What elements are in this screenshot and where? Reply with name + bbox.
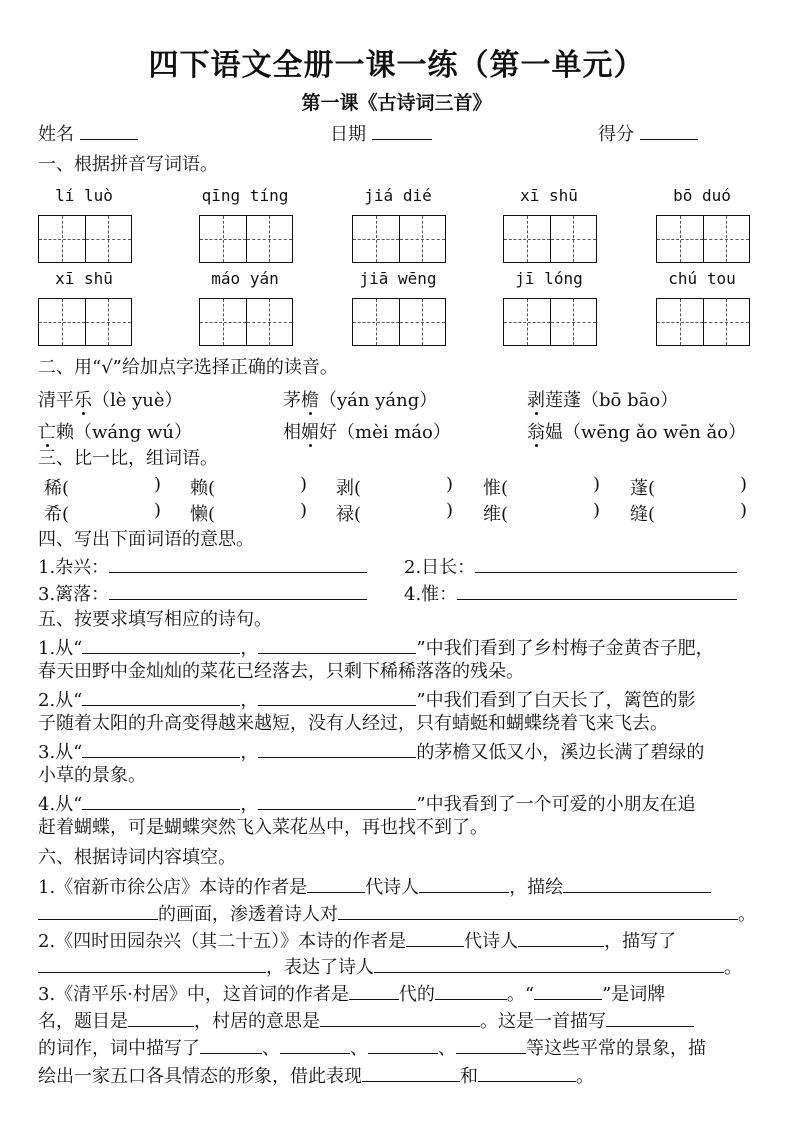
text: ”中我们看到了白天长了，篱笆的影 [416,690,696,711]
grid-cell[interactable] [399,299,446,345]
text: 和 [460,1066,478,1087]
grid-cell[interactable] [85,216,132,262]
answer-blank[interactable] [258,687,416,706]
poem-question-continuation: 春天田野中金灿灿的菜花已经落去，只剩下稀稀落落的残朵。 [38,661,524,682]
meaning-label: 3.篱落： [38,584,110,605]
answer-blank[interactable] [457,581,737,600]
section-3-heading: 三、比一比，组词语。 [38,448,218,469]
grid-cell[interactable] [703,216,750,262]
writing-grid[interactable] [656,298,750,346]
text: ，描写了 [604,931,677,952]
close-paren: ) [154,474,162,495]
answer-blank[interactable] [511,500,589,522]
answer-blank[interactable] [478,1063,576,1082]
pronunciation-item [527,418,746,444]
close-paren: ) [300,500,308,521]
character-label: 希( [44,504,70,525]
writing-grid[interactable] [656,215,750,263]
answer-blank[interactable] [364,474,442,496]
close-paren: ) [740,474,748,495]
answer-blank[interactable] [419,874,509,893]
header-row [38,121,138,147]
answer-blank[interactable] [109,581,367,600]
close-paren: ) [154,500,162,521]
close-paren: ) [593,474,601,495]
text: 。 [738,904,756,925]
s6-q1-line1 [38,874,711,900]
writing-grid[interactable] [503,215,597,263]
meaning-item-4 [404,581,737,607]
character-label: 懒( [190,504,216,525]
answer-blank[interactable] [258,791,416,810]
answer-blank[interactable] [534,981,602,1000]
close-paren: ) [446,474,454,495]
page-title: 四下语文全册一课一练（第一单元） [148,48,645,83]
answer-blank[interactable] [518,928,604,947]
character-label: 赖( [190,478,216,499]
answer-blank[interactable] [658,500,736,522]
answer-blank[interactable] [320,1008,480,1027]
dotted-character: 剥 [527,390,545,411]
text: ”是词牌 [602,984,666,1005]
close-paren: ) [593,500,601,521]
text: 、 [262,1038,280,1059]
pinyin-label: xī shū [520,186,578,205]
answer-blank[interactable] [280,1035,350,1054]
grid-cell[interactable] [39,216,85,262]
grid-cell[interactable] [39,299,85,345]
dotted-character: 乐 [74,390,92,411]
character-label: 惟( [483,478,509,499]
grid-cell[interactable] [504,216,550,262]
score-blank[interactable] [640,121,698,140]
answer-blank[interactable] [82,791,240,810]
word-text: 茅 [283,390,301,411]
answer-blank[interactable] [82,739,240,758]
date-field [330,121,432,147]
grid-cell[interactable] [85,299,132,345]
pronunciation-item [38,418,192,444]
pinyin-label: xī shū [55,269,113,288]
answer-blank[interactable] [307,874,365,893]
grid-cell[interactable] [353,299,399,345]
pinyin-label: lí luò [55,186,113,205]
answer-blank[interactable] [406,928,464,947]
answer-blank[interactable] [72,474,150,496]
text: 的茅檐又低又小，溪边长满了碧绿的 [416,742,705,763]
word-text: 清平 [38,390,74,411]
answer-blank[interactable] [258,739,416,758]
name-label: 姓名 [38,124,74,145]
pinyin-options[interactable]: （mèi máo） [337,422,451,443]
answer-blank[interactable] [128,1008,194,1027]
writing-grid[interactable] [503,298,597,346]
text: 的画面，渗透着诗人对 [158,904,338,925]
section-1-heading: 一、根据拼音写词语。 [38,154,218,175]
answer-blank[interactable] [258,635,416,654]
text: ， [240,638,259,659]
grid-cell[interactable] [703,299,750,345]
pinyin-label: bō duó [673,186,731,205]
section-5-heading: 五、按要求填写相应的诗句。 [38,609,272,630]
answer-blank[interactable] [658,474,736,496]
text: 名，题目是 [38,1011,128,1032]
text: ”中我们看到了乡村梅子金黄杏子肥， [416,638,714,659]
text: 1.《宿新市徐公店》本诗的作者是 [38,877,308,898]
answer-blank[interactable] [511,474,589,496]
pinyin-label: qīng tíng [201,186,289,205]
poem-question-line [38,687,696,713]
answer-blank[interactable] [82,687,240,706]
answer-blank[interactable] [218,500,296,522]
poem-question-line [38,739,704,765]
section-6-heading: 六、根据诗词内容填空。 [38,847,236,868]
poem-question-line [38,791,696,817]
answer-blank[interactable] [218,474,296,496]
s6-q1-line2 [38,901,756,927]
dotted-character: 檐 [301,390,319,411]
word-text: 好 [319,422,337,443]
pinyin-options[interactable]: （wēng ǎo wēn ǎo） [563,422,747,443]
s6-q3-line3 [38,1035,706,1061]
answer-blank[interactable] [38,901,158,920]
dotted-character: 媚 [301,422,319,443]
text: 2.《四时田园杂兴（其二十五）》本诗的作者是 [38,931,407,952]
character-label: 蓬( [630,478,656,499]
s6-q3-line4 [38,1063,594,1089]
answer-blank[interactable] [349,981,399,1000]
answer-blank[interactable] [362,1063,460,1082]
s6-q2-line2 [38,954,742,980]
text: ，表达了诗人 [266,957,374,978]
section-2-heading: 二、用“√”给加点字选择正确的读音。 [38,357,338,378]
meaning-item-2 [404,554,737,580]
writing-grid[interactable] [199,215,293,263]
writing-grid[interactable] [38,298,132,346]
grid-cell[interactable] [504,299,550,345]
grid-cell[interactable] [353,216,399,262]
answer-blank[interactable] [338,901,738,920]
grid-cell[interactable] [399,216,446,262]
character-label: 禄( [336,504,362,525]
character-label: 维( [483,504,509,525]
grid-cell[interactable] [657,299,703,345]
section-4-heading: 四、写出下面词语的意思。 [38,529,254,550]
answer-blank[interactable] [82,635,240,654]
character-label: 剥( [336,478,362,499]
pinyin-label: jī lóng [515,269,583,288]
pinyin-options[interactable]: （lè yuè） [92,390,183,411]
poem-question-continuation: 子随着太阳的升高变得越来越短，没有人经过，只有蜻蜓和蝴蝶绕着飞来飞去。 [38,713,668,734]
lesson-subtitle: 第一课《古诗词三首》 [301,92,492,114]
answer-blank[interactable] [563,874,711,893]
word-text: 媪 [545,422,563,443]
dotted-character: 翁 [527,422,545,443]
word-text: 赖 [56,422,74,443]
text: ”中我看到了一个可爱的小朋友在追 [416,794,696,815]
pinyin-label: máo yán [211,269,279,288]
date-blank[interactable] [372,121,432,140]
score-field [598,121,698,147]
s6-q2-line1 [38,928,676,954]
date-label: 日期 [330,124,366,145]
grid-cell[interactable] [200,216,246,262]
meaning-label: 2.日长： [404,557,476,578]
answer-blank[interactable] [109,554,367,573]
answer-blank[interactable] [475,554,737,573]
s6-q3-line1 [38,981,665,1007]
poem-question-line [38,635,714,661]
writing-grid[interactable] [352,215,446,263]
text: ，村居的意思是 [194,1011,320,1032]
answer-blank[interactable] [368,1035,438,1054]
pronunciation-item [283,418,451,444]
grid-cell[interactable] [550,216,597,262]
grid-cell[interactable] [246,299,293,345]
answer-blank[interactable] [606,1008,694,1027]
text: 1.从“ [38,638,83,659]
text: 2.从“ [38,690,83,711]
pinyin-label: jiā wēng [359,269,437,288]
pinyin-label: chú tou [668,269,736,288]
close-paren: ) [446,500,454,521]
poem-question-continuation: 赶着蝴蝶，可是蝴蝶突然飞入菜花丛中，再也找不到了。 [38,817,488,838]
close-paren: ) [300,474,308,495]
text: 代的 [398,984,435,1005]
text: 。 [576,1066,594,1087]
answer-blank[interactable] [72,500,150,522]
grid-cell[interactable] [550,299,597,345]
poem-question-continuation: 小草的景象。 [38,765,146,786]
text: ， [240,742,259,763]
s6-q3-line2 [38,1008,694,1034]
word-text: 莲蓬 [545,390,581,411]
text: 等这些平常的景象，描 [526,1038,706,1059]
grid-cell[interactable] [657,216,703,262]
grid-cell[interactable] [246,216,293,262]
answer-blank[interactable] [435,981,507,1000]
pinyin-options[interactable]: （yán yáng） [319,390,438,411]
character-label: 缝( [630,504,656,525]
text: 的词作，词中描写了 [38,1038,200,1059]
meaning-item-1 [38,554,367,580]
text: 3.《清平乐·村居》中，这首词的作者是 [38,984,349,1005]
text: 3.从“ [38,742,83,763]
text: 绘出一家五口各具情态的形象，借此表现 [38,1066,362,1087]
answer-blank[interactable] [200,1035,262,1054]
text: 4.从“ [38,794,83,815]
pinyin-label: jiá dié [364,186,432,205]
text: ， [240,690,259,711]
name-blank[interactable] [80,121,138,140]
answer-blank[interactable] [374,954,724,973]
pronunciation-item [527,386,678,412]
text: 、 [438,1038,456,1059]
meaning-label: 1.杂兴： [38,557,110,578]
pronunciation-item [38,386,183,412]
text: 代诗人 [464,931,519,952]
close-paren: ) [740,500,748,521]
writing-grid[interactable] [199,298,293,346]
meaning-item-3 [38,581,367,607]
writing-grid[interactable] [38,215,132,263]
dotted-character: 亡 [38,422,56,443]
answer-blank[interactable] [38,954,266,973]
score-label: 得分 [598,124,634,145]
text: ，描绘 [509,877,564,898]
text: ， [240,794,259,815]
pinyin-options[interactable]: （bō bāo） [581,390,679,411]
answer-blank[interactable] [364,500,442,522]
text: 。这是一首描写 [480,1011,606,1032]
grid-cell[interactable] [200,299,246,345]
pinyin-options[interactable]: （wáng wú） [74,422,192,443]
meaning-label: 4.惟： [404,584,458,605]
answer-blank[interactable] [456,1035,526,1054]
pronunciation-item [283,386,437,412]
text: 。“ [506,984,535,1005]
text: 。 [724,957,742,978]
word-text: 相 [283,422,301,443]
character-label: 稀( [44,478,70,499]
text: 、 [350,1038,368,1059]
text: 代诗人 [365,877,420,898]
writing-grid[interactable] [352,298,446,346]
